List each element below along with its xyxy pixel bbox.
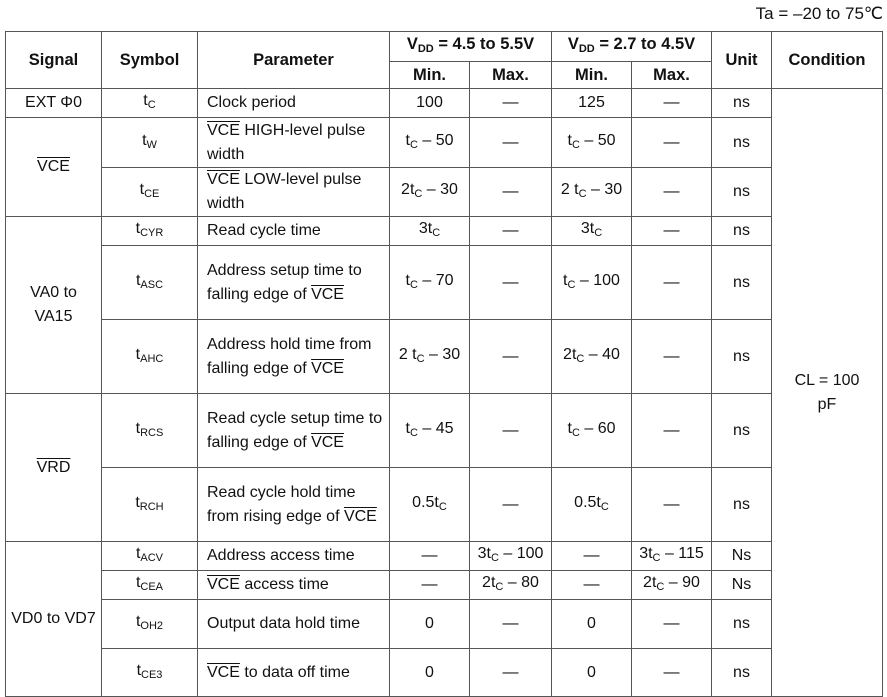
symbol-cell: $t_{RCS}$ (102, 394, 198, 468)
signal-cell: $\overline{VCE}$ (6, 118, 102, 217)
table-row (6, 320, 883, 394)
table-row (6, 89, 883, 118)
condition-cell: CL = 100 pF (772, 89, 883, 697)
parameter-cell: Read cycle hold time from rising edge of $\overline{VCE}$ (198, 468, 390, 542)
parameter-cell: Read cycle time (198, 217, 390, 246)
min-value: $2t_C - 40$ (552, 320, 632, 394)
max-value: — (632, 168, 712, 217)
min-value: $t_C - 45$ (390, 394, 470, 468)
unit-cell: Ns (712, 571, 772, 600)
ambient-temperature-note: Ta = –20 to 75℃ (755, 4, 883, 23)
max-value: $2t_C - 90$ (632, 571, 712, 600)
table-row (6, 246, 883, 320)
parameter-cell: Address setup time to falling edge of $\overline{VCE}$ (198, 246, 390, 320)
parameter-cell: Clock period (198, 89, 390, 118)
min-value: 0 (552, 600, 632, 649)
unit-cell: ns (712, 89, 772, 118)
min-value: 0 (390, 649, 470, 697)
min-value: 125 (552, 89, 632, 118)
max-value: $3t_C - 100$ (470, 542, 552, 571)
min-value: $0.5t_C$ (390, 468, 470, 542)
symbol-cell: $t_{AHC}$ (102, 320, 198, 394)
parameter-cell: $\overline{VCE}$ LOW-level pulse width (198, 168, 390, 217)
max-value: — (470, 468, 552, 542)
symbol-cell: $t_{OH2}$ (102, 600, 198, 649)
max-value: — (470, 600, 552, 649)
header-min: Min. (390, 62, 470, 89)
unit-cell: ns (712, 168, 772, 217)
max-value: — (632, 118, 712, 168)
max-value: — (632, 246, 712, 320)
symbol-cell: $t_{CE}$ (102, 168, 198, 217)
symbol-cell: $t_{CE3}$ (102, 649, 198, 697)
min-value: $3t_C$ (552, 217, 632, 246)
min-value: $t_C - 60$ (552, 394, 632, 468)
symbol-cell: $t_{CYR}$ (102, 217, 198, 246)
min-value: — (390, 571, 470, 600)
max-value: — (470, 649, 552, 697)
min-value: — (390, 542, 470, 571)
max-value: — (632, 217, 712, 246)
min-value: $t_C - 50$ (390, 118, 470, 168)
max-value: — (632, 468, 712, 542)
unit-cell: ns (712, 468, 772, 542)
max-value: — (470, 217, 552, 246)
header-condition: Condition (772, 32, 883, 89)
header-vdd-low: VDD = 2.7 to 4.5V (552, 32, 712, 62)
unit-cell: ns (712, 600, 772, 649)
table-row (6, 168, 883, 217)
table-row (6, 571, 883, 600)
max-value: — (470, 89, 552, 118)
signal-cell: VD0 to VD7 (6, 542, 102, 697)
table-row (6, 217, 883, 246)
table-row (6, 468, 883, 542)
symbol-cell: $t_{CEA}$ (102, 571, 198, 600)
max-value: — (470, 320, 552, 394)
max-value: $3t_C - 115$ (632, 542, 712, 571)
parameter-cell: Output data hold time (198, 600, 390, 649)
header-unit: Unit (712, 32, 772, 89)
min-value: 0 (390, 600, 470, 649)
table-row (6, 542, 883, 571)
unit-cell: ns (712, 394, 772, 468)
table-row (6, 600, 883, 649)
min-value: $t_C - 50$ (552, 118, 632, 168)
min-value: $3t_C$ (390, 217, 470, 246)
header-max: Max. (470, 62, 552, 89)
signal-cell: VA0 to VA15 (6, 217, 102, 394)
parameter-cell: $\overline{VCE}$ HIGH-level pulse width (198, 118, 390, 168)
parameter-cell: Address access time (198, 542, 390, 571)
max-value: — (470, 118, 552, 168)
unit-cell: ns (712, 118, 772, 168)
min-value: 2 $t_C - 30$ (552, 168, 632, 217)
header-min: Min. (552, 62, 632, 89)
header-symbol: Symbol (102, 32, 198, 89)
max-value: — (632, 649, 712, 697)
max-value: $2t_C - 80$ (470, 571, 552, 600)
max-value: — (470, 394, 552, 468)
min-value: $t_C - 100$ (552, 246, 632, 320)
signal-cell: $\overline{VRD}$ (6, 394, 102, 542)
min-value: $2t_C - 30$ (390, 168, 470, 217)
unit-cell: ns (712, 217, 772, 246)
header-signal: Signal (6, 32, 102, 89)
parameter-cell: Address hold time from falling edge of $\overline{VCE}$ (198, 320, 390, 394)
unit-cell: ns (712, 649, 772, 697)
min-value: — (552, 571, 632, 600)
signal-cell: EXT Φ0 (6, 89, 102, 118)
max-value: — (632, 600, 712, 649)
min-value: 0 (552, 649, 632, 697)
header-vdd-high: VDD = 4.5 to 5.5V (390, 32, 552, 62)
min-value: — (552, 542, 632, 571)
symbol-cell: $t_{ASC}$ (102, 246, 198, 320)
min-value: 100 (390, 89, 470, 118)
parameter-cell: $\overline{VCE}$ access time (198, 571, 390, 600)
parameter-cell: Read cycle setup time to falling edge of $\overline{VCE}$ (198, 394, 390, 468)
table-row (6, 118, 883, 168)
unit-cell: ns (712, 320, 772, 394)
min-value: $t_C - 70$ (390, 246, 470, 320)
header-max: Max. (632, 62, 712, 89)
table-row (6, 394, 883, 468)
symbol-cell: $t_{ACV}$ (102, 542, 198, 571)
max-value: — (632, 89, 712, 118)
unit-cell: Ns (712, 542, 772, 571)
header-parameter: Parameter (198, 32, 390, 89)
timing-table (5, 31, 883, 697)
max-value: — (470, 168, 552, 217)
table-row (6, 649, 883, 697)
symbol-cell: $t_C$ (102, 89, 198, 118)
max-value: — (632, 320, 712, 394)
unit-cell: ns (712, 246, 772, 320)
min-value: $0.5t_C$ (552, 468, 632, 542)
max-value: — (632, 394, 712, 468)
symbol-cell: $t_{RCH}$ (102, 468, 198, 542)
parameter-cell: $\overline{VCE}$ to data off time (198, 649, 390, 697)
max-value: — (470, 246, 552, 320)
min-value: 2 $t_C - 30$ (390, 320, 470, 394)
symbol-cell: $t_W$ (102, 118, 198, 168)
